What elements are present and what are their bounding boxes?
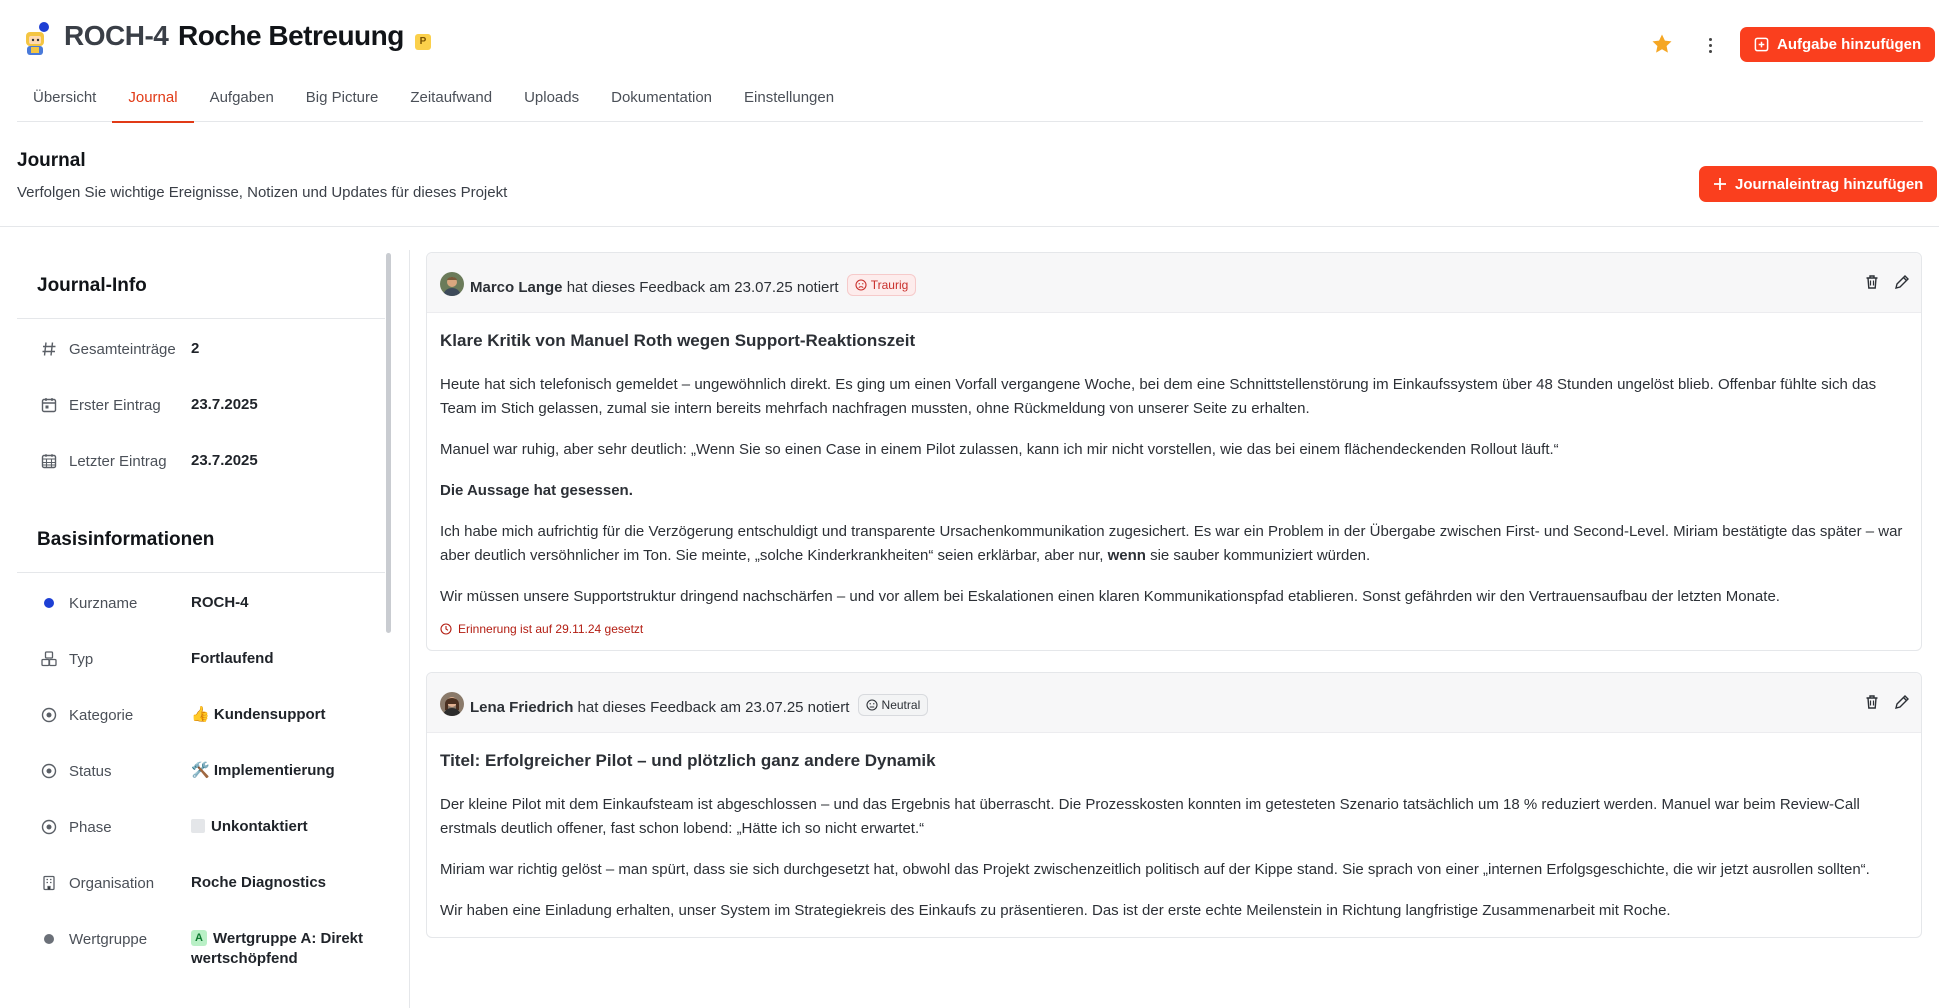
page-subtitle: Verfolgen Sie wichtige Ereignisse, Notizen und Updates für dieses Projekt: [17, 184, 508, 201]
gray-dot-icon: [44, 934, 54, 944]
info-value: Implementierung: [213, 762, 335, 779]
entry-emphasis: wenn: [1107, 547, 1146, 564]
entry-paragraph: Wir müssen unsere Supportstruktur dringend nachschärfen – und vor allem bei Eskalationen einen klaren Kommunikationspfad etablieren. Sonst gefährden wir den Vertrauensaufbau der letzten Monate.: [440, 588, 1780, 605]
entry-body: [427, 733, 1921, 937]
info-row-phase: [17, 797, 385, 853]
building-icon: [41, 875, 57, 891]
reminder-text: Erinnerung ist auf 29.11.24 gesetzt: [458, 622, 644, 636]
entry-actions: [1863, 273, 1911, 291]
entry-body: [427, 313, 1921, 650]
info-value: 23.7.2025: [191, 452, 258, 469]
info-label: Wertgruppe: [69, 931, 148, 948]
info-value: Unkontaktiert: [211, 818, 308, 835]
tab-einstellungen[interactable]: Einstellungen: [744, 89, 835, 106]
info-value: Roche Diagnostics: [191, 874, 327, 891]
entry-meta: [470, 274, 916, 296]
journal-sidebar: [17, 253, 385, 965]
entry-paragraph: Miriam war richtig gelöst – man spürt, dass sie sich durchgesetzt hat, obwohl das Projekt zwischenzeitlich politisch auf der Kippe stand. Sie sprach von einer „internen Erfolgsgeschichte, die wir jetzt ausrollen sollten“.: [440, 861, 1870, 878]
mood-badge: [858, 694, 929, 716]
entry-text: sie sauber kommuniziert würden.: [1150, 547, 1371, 564]
info-label: Status: [69, 763, 112, 780]
tab-zeitaufwand[interactable]: Zeitaufwand: [410, 89, 493, 106]
info-value: Wertgruppe A: Direkt wertschöpfend: [191, 930, 364, 967]
target-icon: [41, 819, 57, 835]
neutral-face-icon: [866, 699, 878, 711]
favorite-star-icon[interactable]: [1650, 32, 1674, 56]
add-journal-entry-button[interactable]: [1699, 166, 1937, 202]
info-label: Gesamteinträge: [69, 341, 176, 358]
journal-info-heading: Journal-Info: [17, 253, 385, 319]
calendar-icon: [41, 397, 57, 413]
blue-dot-icon: [44, 598, 54, 608]
project-code: ROCH-4: [64, 20, 169, 51]
project-tabs: [17, 84, 1923, 122]
info-value-wrap: [191, 929, 381, 969]
entry-meta-text: hat dieses Feedback am 23.07.25 notiert: [577, 699, 850, 716]
avatar: [440, 272, 464, 296]
add-task-button[interactable]: [1740, 27, 1935, 62]
info-row-last-entry: [17, 431, 385, 487]
info-value: Fortlaufend: [191, 650, 274, 667]
info-label: Kategorie: [69, 707, 134, 724]
info-row-kurzname: [17, 573, 385, 629]
hash-icon: [41, 341, 57, 357]
tab-uploads[interactable]: Uploads: [524, 89, 580, 106]
basis-info-heading: Basisinformationen: [17, 507, 385, 573]
mood-badge: [847, 274, 917, 296]
thumbs-up-icon: 👍: [191, 706, 210, 723]
entry-paragraph: Heute hat sich telefonisch gemeldet – ungewöhnlich direkt. Es ging um einen Vorfall vergangene Woche, bei dem eine Schnittstellenstörung im Einkaufssystem über 48 Stunden ungelöst blieb. Offenbar fühlte sich das Team im Stich gelassen, zumal sie intern bereits mehrfach nachfragen mussten, ohne Rückmeldung von unserer Seite zu erhalten.: [440, 376, 1877, 417]
info-value: Kundensupport: [213, 706, 326, 723]
plus-square-icon: [1754, 37, 1769, 52]
info-row-total: [17, 319, 385, 375]
entry-text: Ich habe mich aufrichtig für die Verzögerung entschuldigt und transparente Ursachenkommunikation zugesichert. Es war ein Problem in der Übergabe zwischen First- und Second-Level. Miriam bestätigte das später – war aber deutlich versöhnlicher im Ton. Sie meinte, „solche Kinderkrankheiten“ seien erklärbar, aber nur,: [440, 523, 1903, 564]
clock-icon: [440, 623, 452, 635]
add-task-label: Aufgabe hinzufügen: [1777, 36, 1922, 53]
avatar: [440, 692, 464, 716]
info-label: Kurzname: [69, 595, 138, 612]
entry-header: [427, 673, 1921, 733]
entry-meta-text: hat dieses Feedback am 23.07.25 notiert: [566, 279, 839, 296]
info-label: Erster Eintrag: [69, 397, 161, 414]
tab-aufgaben[interactable]: Aufgaben: [209, 89, 274, 106]
info-row-typ: [17, 629, 385, 685]
add-journal-entry-label: Journaleintrag hinzufügen: [1735, 175, 1924, 193]
boxes-icon: [41, 651, 57, 667]
info-value: 23.7.2025: [191, 396, 258, 413]
top-bar: [0, 0, 1939, 84]
info-row-wertgruppe: [17, 909, 385, 965]
target-icon: [41, 763, 57, 779]
info-row-organisation: [17, 853, 385, 909]
entry-meta: [470, 694, 928, 716]
entry-title: Klare Kritik von Manuel Roth wegen Support-Reaktionszeit: [440, 331, 916, 350]
entry-paragraph: Wir haben eine Einladung erhalten, unser System im Strategiekreis des Einkaufs zu präsentieren. Das ist der erste echte Meilenstein in Richtung langfristige Zusammenarbeit mit Roche.: [440, 902, 1671, 919]
info-label: Phase: [69, 819, 112, 836]
calendar-grid-icon: [41, 453, 57, 469]
pencil-icon[interactable]: [1893, 693, 1911, 711]
author-name[interactable]: Lena Friedrich: [470, 699, 574, 716]
pencil-icon[interactable]: [1893, 273, 1911, 291]
tab-big-picture[interactable]: Big Picture: [305, 89, 379, 106]
plus-icon: [1713, 177, 1727, 191]
info-label: Typ: [69, 651, 94, 668]
page-title: Journal: [17, 150, 86, 171]
tools-icon: 🛠️: [191, 762, 210, 779]
project-avatar-icon: [22, 22, 52, 56]
info-row-first-entry: [17, 375, 385, 431]
author-name[interactable]: Marco Lange: [470, 279, 563, 296]
target-icon: [41, 707, 57, 723]
tab-journal[interactable]: Journal: [112, 84, 193, 122]
info-row-kategorie: [17, 685, 385, 741]
mood-label: Traurig: [870, 278, 909, 292]
mood-label: Neutral: [881, 698, 921, 712]
journal-entry-card: [426, 672, 1922, 938]
entry-title: Titel: Erfolgreicher Pilot – und plötzlich ganz andere Dynamik: [440, 751, 936, 770]
sad-face-icon: [855, 279, 867, 291]
sidebar-scrollbar[interactable]: [386, 253, 391, 633]
info-label: Organisation: [69, 875, 155, 892]
journal-header: [0, 122, 1939, 227]
entry-paragraph: Die Aussage hat gesessen.: [440, 482, 633, 499]
info-value-wrap: [191, 817, 381, 837]
info-row-status: [17, 741, 385, 797]
phase-square-icon: [191, 819, 205, 833]
info-value-wrap: [191, 705, 381, 725]
info-label: Letzter Eintrag: [69, 453, 167, 470]
info-value: ROCH-4: [191, 594, 249, 611]
tab-uebersicht[interactable]: Übersicht: [33, 89, 97, 106]
divider: [409, 250, 410, 1008]
info-value: 2: [191, 340, 200, 357]
trash-icon[interactable]: [1863, 273, 1881, 291]
tab-dokumentation[interactable]: Dokumentation: [611, 89, 713, 106]
entry-header: [427, 253, 1921, 313]
entry-actions: [1863, 693, 1911, 711]
entry-paragraph: Der kleine Pilot mit dem Einkaufsteam ist abgeschlossen – und das Ergebnis hat überrascht. Die Prozesskosten konnten im getesteten Szenario tatsächlich um 18 % reduziert werden. Manuel war beim Review-Call erstmals deutlich offener, fast schon lobend: „Hätte ich so nicht erwartet.“: [440, 796, 1860, 837]
entry-paragraph: Manuel war ruhig, aber sehr deutlich: „Wenn Sie so einen Case in einem Pilot zulassen, kann ich mir nicht vorstellen, wie das bei einem flächendeckenden Rollout läuft.“: [440, 441, 1559, 458]
trash-icon[interactable]: [1863, 693, 1881, 711]
more-options-icon[interactable]: [1698, 32, 1722, 56]
project-badge: P: [415, 34, 431, 50]
project-name: Roche Betreuung: [178, 20, 404, 51]
entry-paragraph: [440, 520, 1908, 568]
wertgruppe-badge: A: [191, 930, 207, 946]
info-value-wrap: [191, 761, 381, 781]
journal-entry-card: [426, 252, 1922, 651]
reminder-note: [440, 622, 1908, 636]
